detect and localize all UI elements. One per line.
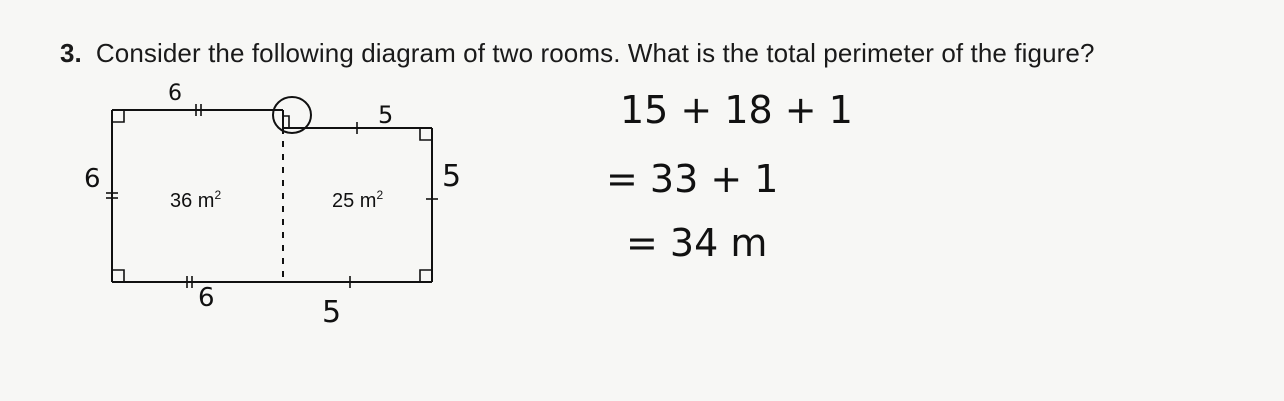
hw-work-line-2: = 33 + 1	[606, 157, 779, 201]
question-number: 3.	[60, 38, 82, 68]
hw-label-right-side: 5	[442, 159, 462, 194]
hw-label-left-bottom: 6	[198, 283, 215, 313]
right-angle-marker-bottom-right	[420, 270, 432, 282]
hw-work-line-3: = 34 m	[626, 221, 768, 265]
left-room-area-label: 36 $m^2$	[170, 188, 222, 212]
hw-label-left-top: 6	[168, 81, 182, 106]
right-angle-marker-top-right	[420, 128, 432, 140]
hw-label-left-side: 6	[84, 164, 101, 194]
question-prompt: Consider the following diagram of two rooms. What is the total perimeter of the figure?	[95, 38, 1095, 68]
hw-work-line-1: 15 + 18 + 1	[620, 88, 853, 132]
right-room-area-label: 25 $m^2$	[332, 188, 384, 212]
right-angle-marker-bottom-left	[112, 270, 124, 282]
hw-label-right-top: 5	[378, 101, 394, 129]
right-angle-marker-top-left	[112, 110, 124, 122]
hw-label-right-bottom: 5	[322, 295, 342, 330]
